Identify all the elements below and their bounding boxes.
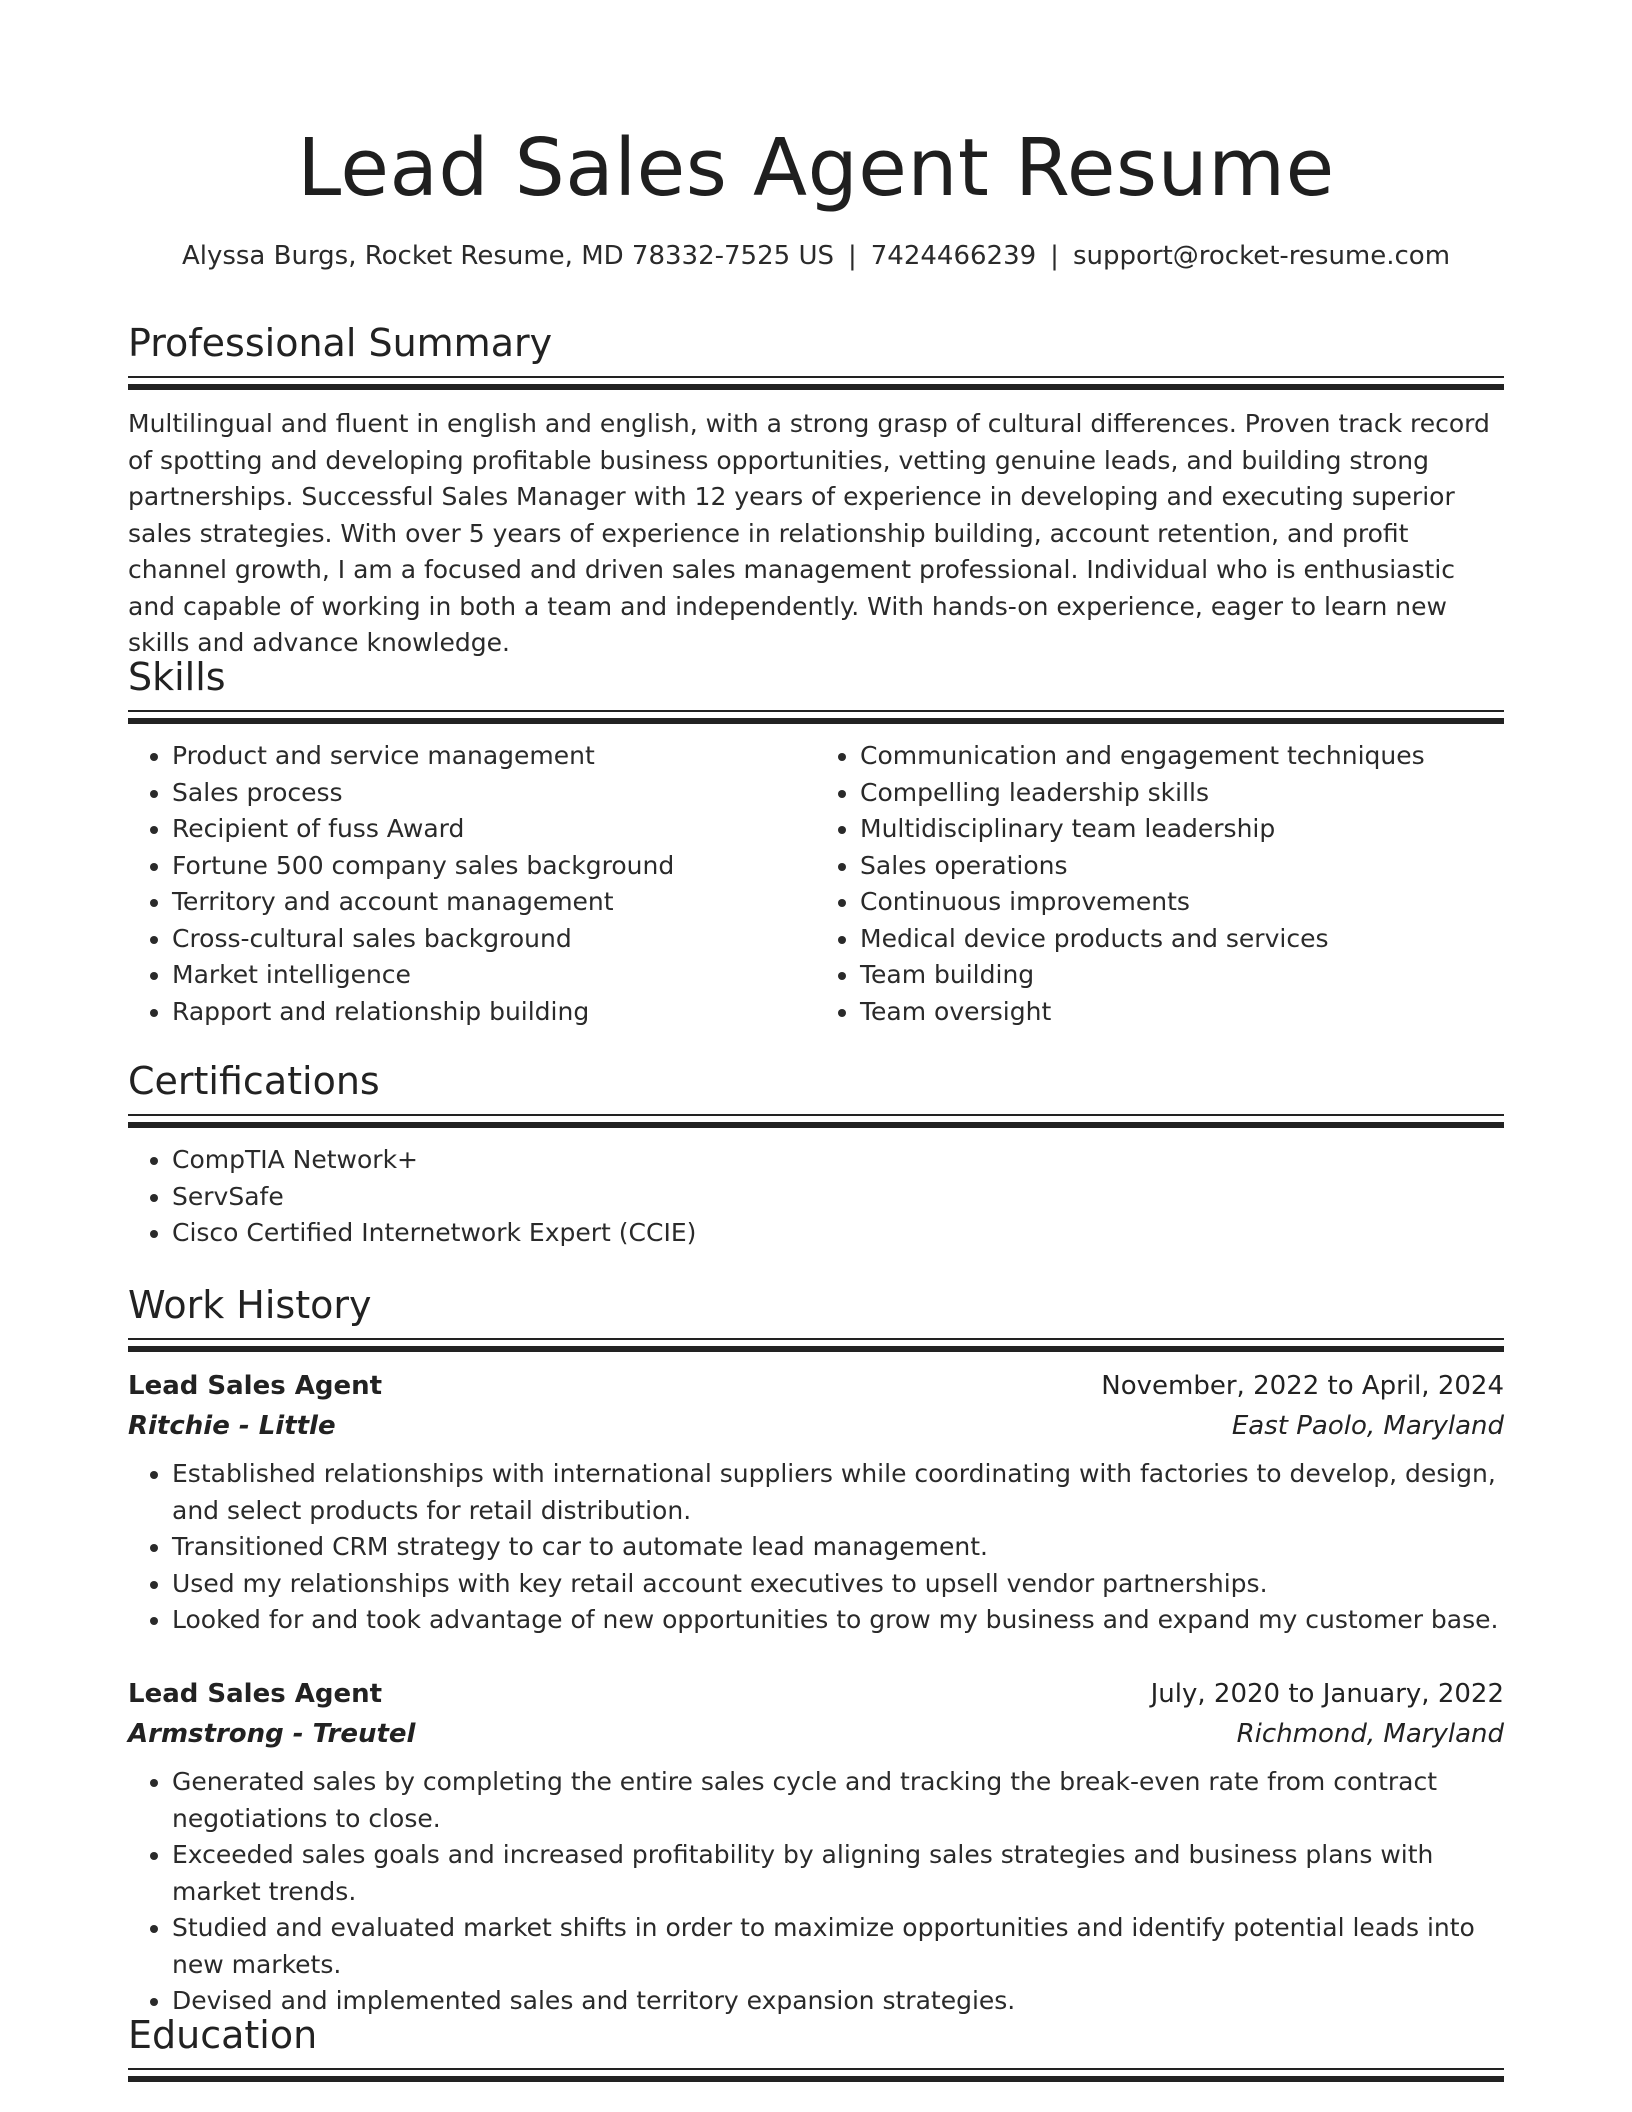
job-bullet: • Looked for and took advantage of new opportunities to grow my business and expand my customer base. bbox=[172, 1602, 1504, 1639]
skill-item: • Product and service management bbox=[172, 738, 816, 775]
section-rule-thin bbox=[128, 2068, 1504, 2070]
skill-item: • Communication and engagement techniques bbox=[860, 738, 1504, 775]
job-dates: November, 2022 to April, 2024 bbox=[1101, 1371, 1504, 1401]
contact-phone: 7424466239 bbox=[870, 241, 1037, 271]
job-entry bbox=[128, 1366, 1504, 1639]
job-bullets bbox=[128, 1764, 1504, 2020]
contact-separator: | bbox=[1050, 241, 1059, 271]
job-location: East Paolo, Maryland bbox=[1231, 1411, 1504, 1441]
contact-email: support@rocket-resume.com bbox=[1072, 241, 1451, 271]
job-bullet: • Studied and evaluated market shifts in order to maximize opportunities and identify potential leads into new markets. bbox=[172, 1910, 1504, 1983]
skill-item: • Continuous improvements bbox=[860, 884, 1504, 921]
job-company: Ritchie - Little bbox=[128, 1411, 336, 1441]
section-rule-thin bbox=[128, 1114, 1504, 1116]
job-title: Lead Sales Agent bbox=[128, 1679, 383, 1709]
skills-list-left bbox=[128, 738, 816, 1030]
skills-columns bbox=[128, 738, 1504, 1030]
job-company: Armstrong - Treutel bbox=[128, 1719, 416, 1749]
resume-title: Lead Sales Agent Resume bbox=[297, 122, 1335, 214]
certification-item: • ServSafe bbox=[172, 1179, 1504, 1216]
work-history-heading: Work History bbox=[128, 1283, 372, 1327]
section-rule-thick bbox=[128, 384, 1504, 390]
job-entry bbox=[128, 1674, 1504, 2020]
job-bullet: • Established relationships with international suppliers while coordinating with factories to develop, design, and select products for retail distribution. bbox=[172, 1456, 1504, 1529]
job-title: Lead Sales Agent bbox=[128, 1371, 383, 1401]
contact-separator: | bbox=[847, 241, 857, 271]
skill-item: • Rapport and relationship building bbox=[172, 994, 816, 1031]
section-rule-thick bbox=[128, 718, 1504, 724]
certifications-list bbox=[128, 1142, 1504, 1252]
contact-address: Alyssa Burgs, Rocket Resume, MD 78332-7525 US bbox=[181, 241, 834, 271]
skill-item: • Multidisciplinary team leadership bbox=[860, 811, 1504, 848]
skill-item: • Medical device products and services bbox=[860, 921, 1504, 958]
job-subheader-row bbox=[128, 1406, 1504, 1446]
job-bullet: • Exceeded sales goals and increased profitability by aligning sales strategies and business plans with market trends. bbox=[172, 1837, 1504, 1910]
job-dates: July, 2020 to January, 2022 bbox=[1150, 1679, 1504, 1709]
certifications-section bbox=[128, 1056, 1504, 1128]
section-rule-thin bbox=[128, 710, 1504, 712]
skill-item: • Cross-cultural sales background bbox=[172, 921, 816, 958]
education-section bbox=[128, 2010, 1504, 2082]
skills-list-right bbox=[816, 738, 1504, 1030]
skill-item: • Recipient of fuss Award bbox=[172, 811, 816, 848]
skill-item: • Team oversight bbox=[860, 994, 1504, 1031]
skills-heading: Skills bbox=[128, 655, 226, 699]
summary-section bbox=[128, 318, 1504, 390]
certification-item: • CompTIA Network+ bbox=[172, 1142, 1504, 1179]
skill-item: • Sales operations bbox=[860, 848, 1504, 885]
job-subheader-row bbox=[128, 1714, 1504, 1754]
contact-line bbox=[128, 238, 1504, 274]
section-rule-thin bbox=[128, 376, 1504, 378]
job-bullet: • Devised and implemented sales and territory expansion strategies. bbox=[172, 1983, 1504, 2020]
job-header-row bbox=[128, 1366, 1504, 1406]
section-rule-thick bbox=[128, 2076, 1504, 2082]
section-rule-thick bbox=[128, 1122, 1504, 1128]
skill-item: • Territory and account management bbox=[172, 884, 816, 921]
skill-item: • Compelling leadership skills bbox=[860, 775, 1504, 812]
job-location: Richmond, Maryland bbox=[1236, 1719, 1504, 1749]
job-bullet: • Used my relationships with key retail account executives to upsell vendor partnerships. bbox=[172, 1566, 1504, 1603]
education-heading: Education bbox=[128, 2013, 318, 2057]
skill-item: • Team building bbox=[860, 957, 1504, 994]
summary-text: Multilingual and fluent in english and english, with a strong grasp of cultural differences. Proven track record of spotting and developing profitable business opportunities, vetting genuine leads, and building strong partnerships. Successful Sales Manager with 12 years of experience in developing and executing superior sales strategies. With over 5 years of experience in relationship building, account retention, and profit channel growth, I am a focused and driven sales management professional. Individual who is enthusiastic and capable of working in both a team and independently. With hands-on experience, eager to learn new skills and advance knowledge. bbox=[128, 409, 1490, 657]
section-rule-thin bbox=[128, 1338, 1504, 1340]
summary-heading: Professional Summary bbox=[128, 321, 553, 365]
certifications-heading: Certifications bbox=[128, 1059, 380, 1103]
job-bullet: • Transitioned CRM strategy to car to automate lead management. bbox=[172, 1529, 1504, 1566]
section-rule-thick bbox=[128, 1346, 1504, 1352]
job-bullet: • Generated sales by completing the entire sales cycle and tracking the break-even rate from contract negotiations to close. bbox=[172, 1764, 1504, 1837]
skills-section bbox=[128, 652, 1504, 724]
skill-item: • Market intelligence bbox=[172, 957, 816, 994]
skill-item: • Fortune 500 company sales background bbox=[172, 848, 816, 885]
work-history-section bbox=[128, 1280, 1504, 1352]
job-bullets bbox=[128, 1456, 1504, 1639]
certification-item: • Cisco Certified Internetwork Expert (CCIE) bbox=[172, 1215, 1504, 1252]
skill-item: • Sales process bbox=[172, 775, 816, 812]
job-header-row bbox=[128, 1674, 1504, 1714]
